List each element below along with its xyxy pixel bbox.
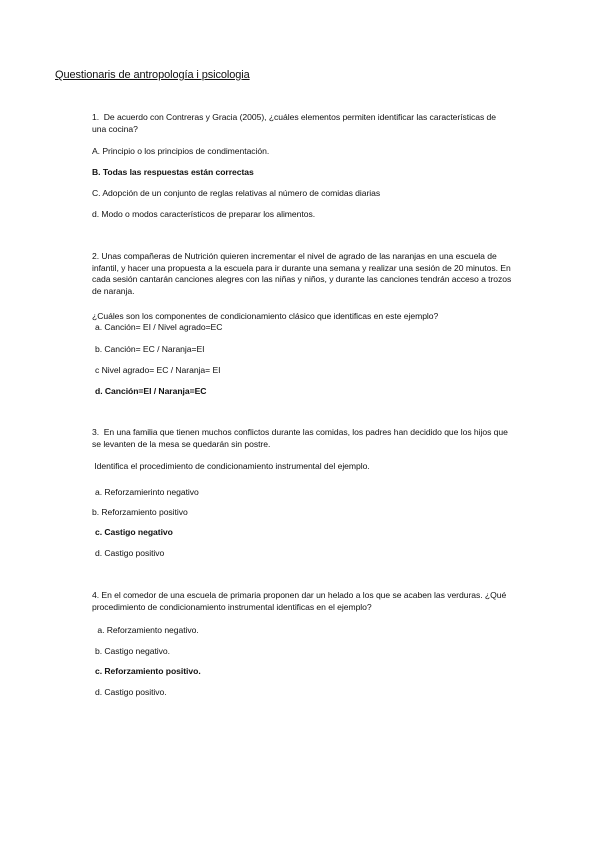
question-1-option-b: B. Todas las respuestas están correctas bbox=[92, 167, 254, 177]
question-3-text: 3. En una familia que tienen muchos conflictos durante las comidas, los padres han decidido que los hijos que se levanten de la mesa se quedarán sin postre. bbox=[92, 427, 511, 449]
question-2-option-c: c Nivel agrado= EC / Naranja= EI bbox=[95, 365, 221, 375]
question-3-option-d: d. Castigo positivo bbox=[95, 548, 165, 558]
question-4-option-a: a. Reforzamiento negativo. bbox=[95, 625, 199, 635]
question-4-option-d: d. Castigo positivo. bbox=[95, 687, 167, 697]
question-4-option-b: b. Castigo negativo. bbox=[95, 646, 170, 656]
question-1-option-d: d. Modo o modos característicos de preparar los alimentos. bbox=[92, 209, 316, 219]
question-3-option-a: a. Reforzamierinto negativo bbox=[95, 487, 199, 497]
question-2-option-b: b. Canción= EC / Naranja=EI bbox=[95, 344, 205, 354]
question-1-option-c: C. Adopción de un conjunto de reglas relativas al número de comidas diarias bbox=[92, 188, 381, 198]
question-2-option-d: d. Canción=EI / Naranja=EC bbox=[95, 386, 207, 396]
document-title: Questionaris de antropología i psicologia bbox=[55, 69, 250, 81]
question-2-text: 2. Unas compañeras de Nutrición quieren incrementar el nivel de agrado de las naranjas en una escuela de infantil, y hacer una propuesta a la escuela para ir durante una semana y realizar una sesión de 20 minutos. En cada sesión cantarán canciones alegres con las niñas y niños, y durante las canciones tendrán acceso a trozos de naranja. bbox=[92, 251, 514, 296]
question-1-option-a: A. Principio o los principios de condimentación. bbox=[92, 146, 270, 156]
question-1-text: 1. De acuerdo con Contreras y Gracia (2005), ¿cuáles elementos permiten identificar las características de una cocina? bbox=[92, 112, 499, 134]
question-2-option-a: a. Canción= EI / Nivel agrado=EC bbox=[95, 322, 223, 332]
question-4-option-c: c. Reforzamiento positivo. bbox=[95, 666, 201, 676]
question-4-text: 4. En el comedor de una escuela de primaria proponen dar un helado a los que se acaben las verduras. ¿Qué procedimiento de condicionamiento instrumental identificas en el ejemplo? bbox=[92, 590, 509, 612]
question-2-subquestion: ¿Cuáles son los componentes de condicionamiento clásico que identificas en este ejemplo? bbox=[92, 311, 439, 321]
question-3-option-c: c. Castigo negativo bbox=[95, 527, 173, 537]
question-3-option-b: b. Reforzamiento positivo bbox=[92, 507, 188, 517]
question-3-subquestion: Identifica el procedimiento de condicionamiento instrumental del ejemplo. bbox=[92, 461, 370, 471]
